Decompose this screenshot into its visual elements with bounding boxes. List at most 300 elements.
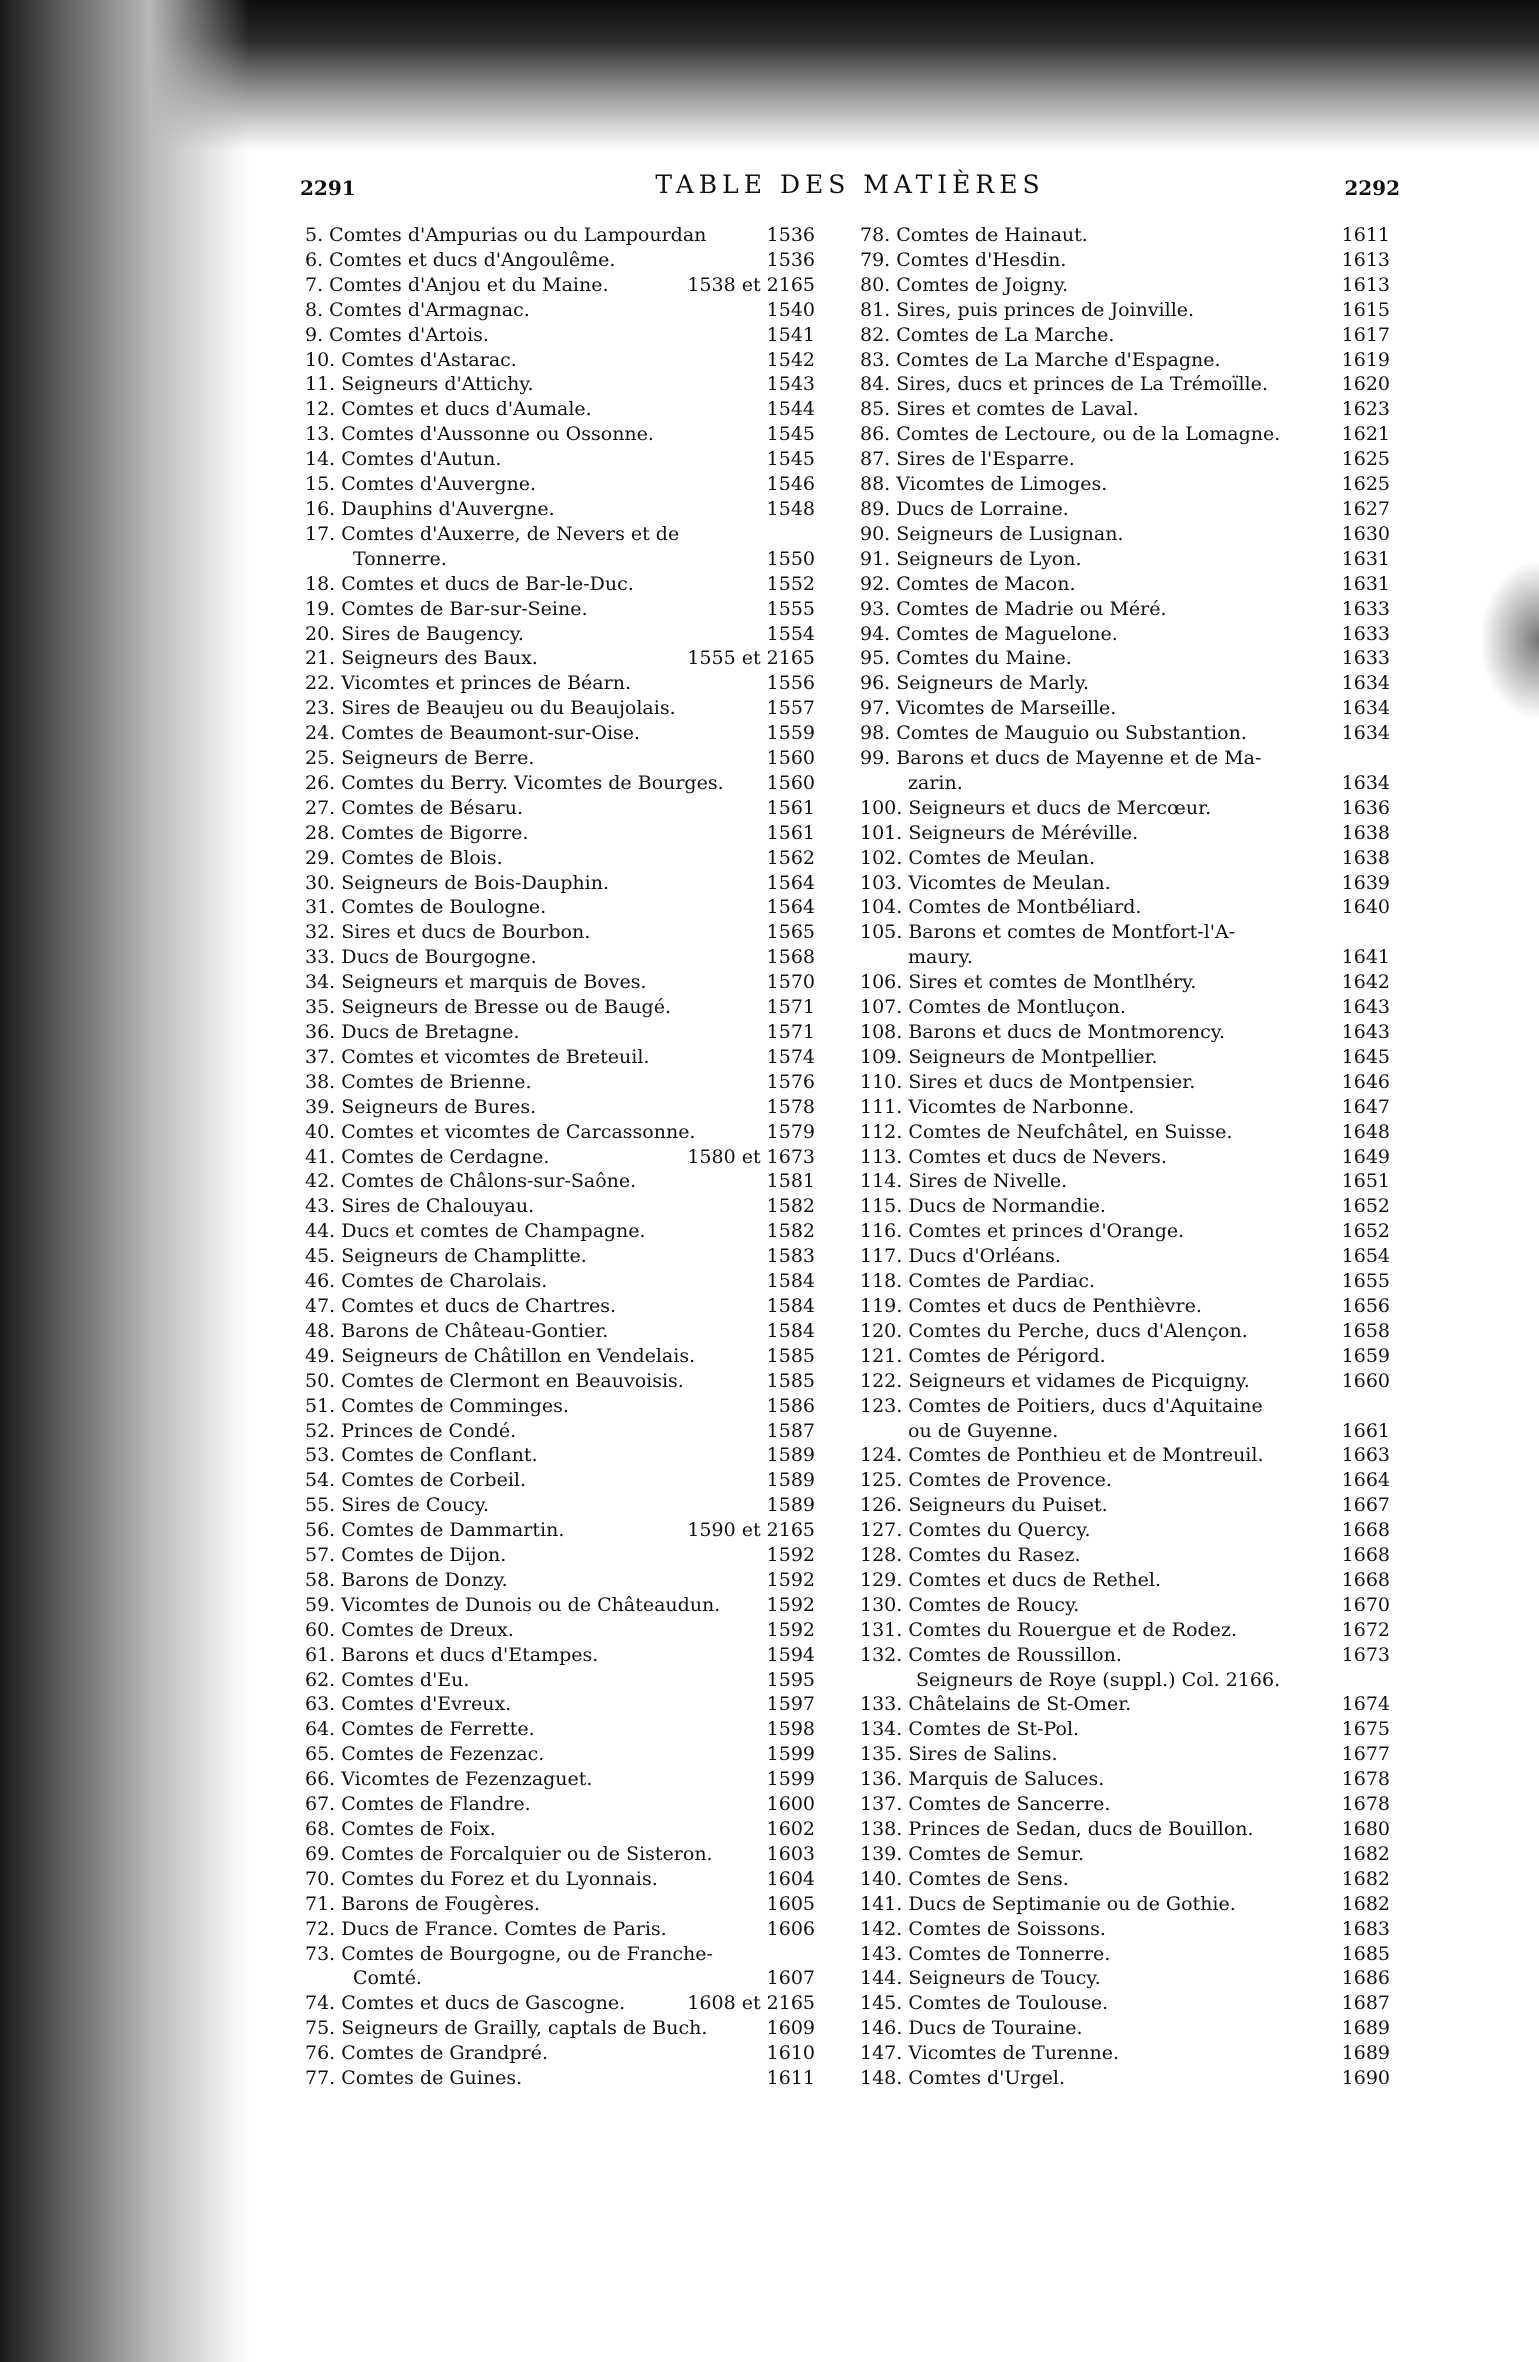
toc-entry-title: 86. Comtes de Lectoure, ou de la Lomagne. [860,423,1281,446]
toc-entry-title: 21. Seigneurs des Baux. [305,647,538,670]
toc-entry-page: 1631 [1341,547,1390,570]
toc-entry [305,1518,815,1543]
toc-entry [305,1468,815,1493]
toc-entry [860,1543,1390,1568]
toc-entry-page: 1543 [766,373,815,396]
toc-entry-title: ou de Guyenne. [908,1419,1059,1442]
toc-entry-title: 40. Comtes et vicomtes de Carcassonne. [305,1120,696,1143]
toc-entry [860,1892,1390,1917]
toc-entry-title: 135. Sires de Salins. [860,1743,1058,1766]
toc-entry-title: 28. Comtes de Bigorre. [305,821,529,844]
toc-entry-page: 1576 [766,1070,815,1093]
toc-entry-page: 1623 [1341,398,1390,421]
toc-entry-page: 1682 [1341,1842,1390,1865]
toc-entry [305,1020,815,1045]
toc-entry-title: 39. Seigneurs de Bures. [305,1095,537,1118]
toc-entry-title: zarin. [908,771,963,794]
toc-entry-title: 101. Seigneurs de Méréville. [860,821,1139,844]
toc-entry-page: 1536 [766,248,815,271]
toc-entry-title: 73. Comtes de Bourgogne, ou de Franche- [305,1942,713,1965]
scan-shadow-left [0,0,260,2362]
toc-entry-title: 34. Seigneurs et marquis de Boves. [305,971,647,994]
toc-entry [305,821,815,846]
toc-entry-page: 1615 [1341,298,1390,321]
toc-entry-title: 16. Dauphins d'Auvergne. [305,497,555,520]
toc-entry-page: 1562 [766,846,815,869]
toc-column-left [305,223,815,2091]
toc-entry-title: 17. Comtes d'Auxerre, de Nevers et de [305,522,680,545]
toc-entry-title: 6. Comtes et ducs d'Angoulême. [305,248,616,271]
toc-entry [305,1045,815,1070]
toc-entry-title: 93. Comtes de Madrie ou Méré. [860,597,1167,620]
toc-entry [305,1319,815,1344]
toc-entry-title: 116. Comtes et princes d'Orange. [860,1220,1185,1243]
toc-entry-page: 1656 [1341,1294,1390,1317]
toc-entry [305,1294,815,1319]
toc-entry [860,2066,1390,2091]
toc-entry-title: 140. Comtes de Sens. [860,1867,1069,1890]
toc-entry-title: 36. Ducs de Bretagne. [305,1021,520,1043]
toc-entry-title: 84. Sires, ducs et princes de La Trémoïlle. [860,373,1268,396]
toc-entry-title: Comté. [353,1967,422,1990]
toc-entry-title: 117. Ducs d'Orléans. [860,1245,1061,1268]
toc-entry-page: 1649 [1341,1145,1390,1168]
toc-entry [305,1917,815,1942]
toc-entry-title: 77. Comtes de Guines. [305,2067,523,2090]
toc-entry-title: 92. Comtes de Macon. [860,572,1076,595]
toc-entry [860,970,1390,995]
toc-entry-page: 1621 [1341,423,1390,446]
toc-entry [860,572,1390,597]
toc-entry [305,223,815,248]
toc-entry [305,1145,815,1170]
toc-entry-page: 1560 [766,747,815,770]
toc-entry [860,248,1390,273]
toc-entry-title: 100. Seigneurs et ducs de Mercœur. [860,796,1212,819]
toc-entry-title: 148. Comtes d'Urgel. [860,2067,1066,2090]
toc-entry-title: 26. Comtes du Berry. Vicomtes de Bourges. [305,771,724,794]
toc-entry-page: 1582 [766,1220,815,1243]
toc-entry-title: 68. Comtes de Foix. [305,1818,496,1840]
toc-entry-title: 137. Comtes de Sancerre. [860,1793,1111,1816]
toc-entry-page: 1538 et 2165 [687,273,815,296]
toc-entry-page: 1640 [1341,896,1390,919]
toc-entry [860,497,1390,522]
toc-entry-page: 1541 [766,323,815,346]
toc-entry [305,248,815,273]
toc-entry-page: 1545 [766,448,815,471]
toc-entry-page: 1560 [766,771,815,794]
toc-entry-page: 1634 [1341,697,1390,720]
toc-entry-page: 1674 [1341,1693,1390,1716]
toc-entry-title: 62. Comtes d'Eu. [305,1668,470,1691]
toc-entry-page: 1670 [1341,1593,1390,1616]
toc-entry [860,273,1390,298]
toc-entry-page: 1639 [1341,871,1390,894]
toc-entry-title: 106. Sires et comtes de Montlhéry. [860,971,1197,994]
toc-entry [305,597,815,622]
toc-entry-page: 1542 [766,348,815,371]
toc-entry-page: 1584 [766,1270,815,1293]
toc-entry-title: 70. Comtes du Forez et du Lyonnais. [305,1867,658,1890]
toc-entry-title: 145. Comtes de Toulouse. [860,1992,1109,2015]
toc-entry [860,1717,1390,1742]
toc-entry-title: 23. Sires de Beaujeu ou du Beaujolais. [305,697,676,720]
toc-entry [860,1070,1390,1095]
toc-entry-page: 1613 [1341,273,1390,296]
toc-entry-title: 47. Comtes et ducs de Chartres. [305,1294,617,1317]
toc-entry-title: 9. Comtes d'Artois. [305,323,489,346]
toc-entry-page: 1561 [766,821,815,844]
toc-entry-title: Seigneurs de Roye (suppl.) Col. 2166. [916,1668,1281,1691]
toc-entry-page: 1690 [1341,2067,1390,2090]
toc-entry [305,1643,815,1668]
toc-entry-title: 22. Vicomtes et princes de Béarn. [305,672,631,695]
toc-entry-title: 41. Comtes de Cerdagne. [305,1145,550,1168]
toc-entry-page: 1668 [1341,1568,1390,1591]
toc-entry-page: 1589 [766,1494,815,1517]
toc-entry-title: 128. Comtes du Rasez. [860,1544,1081,1567]
toc-entry-title: 67. Comtes de Flandre. [305,1793,531,1816]
toc-entry [305,1817,815,1842]
toc-entry-title: 79. Comtes d'Hesdin. [860,248,1067,271]
toc-entry-title: 29. Comtes de Blois. [305,846,503,869]
toc-entry-title: 14. Comtes d'Autun. [305,448,502,471]
toc-entry-page: 1652 [1341,1220,1390,1243]
toc-entry-page: 1685 [1341,1942,1390,1965]
toc-entry [305,1244,815,1269]
toc-entry [860,1942,1390,1967]
toc-entry-page: 1687 [1341,1992,1390,2015]
toc-entry-page: 1611 [766,2067,815,2090]
toc-entry-title: 13. Comtes d'Aussonne ou Ossonne. [305,423,654,446]
toc-entry [860,1493,1390,1518]
toc-entry-page: 1544 [766,398,815,421]
toc-entry-page: 1689 [1341,2042,1390,2065]
toc-entry-title: 123. Comtes de Poitiers, ducs d'Aquitaine [860,1394,1263,1417]
toc-entry [860,1842,1390,1867]
toc-entry-page: 1642 [1341,971,1390,994]
toc-entry-title: 110. Sires et ducs de Montpensier. [860,1070,1196,1093]
toc-entry [860,522,1390,547]
toc-entry [305,1219,815,1244]
toc-entry-title: 54. Comtes de Corbeil. [305,1469,527,1492]
toc-entry-title: maury. [908,946,973,969]
toc-entry-title: 31. Comtes de Boulogne. [305,896,547,919]
toc-entry [305,1269,815,1294]
toc-entry [860,1867,1390,1892]
page-number-right: 2292 [1344,176,1400,200]
toc-entry-title: 124. Comtes de Ponthieu et de Montreuil. [860,1444,1264,1467]
toc-entry-title: 132. Comtes de Roussillon. [860,1643,1122,1666]
toc-entry-title: 80. Comtes de Joigny. [860,273,1069,296]
toc-entry-page: 1582 [766,1195,815,1218]
toc-entry-title: 97. Vicomtes de Marseille. [860,697,1117,720]
page-number-left: 2291 [300,176,356,200]
toc-entry-page: 1633 [1341,622,1390,645]
toc-entry-page: 1689 [1341,2017,1390,2040]
toc-entry-title: 63. Comtes d'Evreux. [305,1693,512,1716]
toc-entry [305,646,815,671]
toc-entry [860,1095,1390,1120]
toc-entry-page: 1602 [766,1818,815,1840]
toc-entry-title: 125. Comtes de Provence. [860,1469,1112,1492]
toc-entry-title: 126. Seigneurs du Puiset. [860,1494,1108,1517]
toc-entry-title: 121. Comtes de Périgord. [860,1344,1106,1367]
toc-entry [860,1817,1390,1842]
toc-entry [860,397,1390,422]
toc-entry [860,1593,1390,1618]
toc-entry-page: 1634 [1341,722,1390,745]
toc-entry-page: 1592 [766,1568,815,1591]
toc-entry [305,447,815,472]
toc-entry [860,1518,1390,1543]
toc-entry [860,721,1390,746]
toc-entry [305,1942,815,1967]
toc-entry-title: 104. Comtes de Montbéliard. [860,896,1142,919]
toc-entry [305,497,815,522]
toc-entry-title: 44. Ducs et comtes de Champagne. [305,1220,646,1243]
toc-entry-title: 57. Comtes de Dijon. [305,1544,507,1567]
toc-entry-page: 1579 [766,1120,815,1143]
toc-entry-page: 1648 [1341,1120,1390,1143]
toc-entry [860,1419,1390,1444]
toc-entry-title: 33. Ducs de Bourgogne. [305,946,537,969]
toc-entry-title: 24. Comtes de Beaumont-sur-Oise. [305,722,641,745]
toc-entry [860,1643,1390,1668]
toc-entry-title: 35. Seigneurs de Bresse ou de Baugé. [305,996,672,1019]
toc-entry [305,995,815,1020]
toc-entry [860,671,1390,696]
toc-entry-title: 45. Seigneurs de Champlitte. [305,1245,587,1268]
toc-entry-title: 108. Barons et ducs de Montmorency. [860,1021,1226,1043]
toc-entry [860,1045,1390,1070]
toc-entry-title: 66. Vicomtes de Fezenzaguet. [305,1768,593,1791]
toc-entry-title: 130. Comtes de Roucy. [860,1593,1080,1616]
toc-entry [860,1443,1390,1468]
toc-entry [305,1394,815,1419]
toc-entry-title: 65. Comtes de Fezenzac. [305,1743,545,1766]
toc-entry-title: 59. Vicomtes de Dunois ou de Châteaudun. [305,1593,721,1616]
toc-entry [860,2041,1390,2066]
toc-entry-title: 105. Barons et comtes de Montfort-l'A- [860,921,1236,944]
toc-entry-page: 1654 [1341,1245,1390,1268]
toc-entry-page: 1630 [1341,522,1390,545]
toc-entry [860,1917,1390,1942]
toc-entry-title: 131. Comtes du Rouergue et de Rodez. [860,1618,1238,1641]
toc-entry-page: 1571 [766,1021,815,1043]
toc-entry-page: 1584 [766,1319,815,1342]
toc-entry-title: 8. Comtes d'Armagnac. [305,298,530,321]
toc-entry-page: 1578 [766,1095,815,1118]
toc-entry [305,1842,815,1867]
toc-entry-title: 90. Seigneurs de Lusignan. [860,522,1124,545]
toc-entry-page: 1599 [766,1768,815,1791]
toc-entry-page: 1638 [1341,846,1390,869]
toc-entry-page: 1585 [766,1369,815,1392]
toc-entry [305,2016,815,2041]
toc-entry-page: 1668 [1341,1519,1390,1542]
toc-entry-page: 1600 [766,1793,815,1816]
toc-entry-title: 32. Sires et ducs de Bourbon. [305,921,591,944]
toc-entry-title: 99. Barons et ducs de Mayenne et de Ma- [860,747,1262,770]
toc-entry [860,1767,1390,1792]
toc-entry-title: 55. Sires de Coucy. [305,1494,490,1517]
toc-entry [305,547,815,572]
toc-entry-page: 1634 [1341,771,1390,794]
toc-entry-title: 102. Comtes de Meulan. [860,846,1096,869]
toc-entry [860,1020,1390,1045]
toc-entry [860,771,1390,796]
toc-entry [305,1618,815,1643]
toc-entry-page: 1611 [1341,224,1390,246]
toc-entry-page: 1668 [1341,1544,1390,1567]
toc-entry-page: 1552 [766,572,815,595]
toc-entry [860,920,1390,945]
toc-entry-title: 133. Châtelains de St-Omer. [860,1693,1132,1716]
toc-entry [860,746,1390,771]
toc-entry-title: 18. Comtes et ducs de Bar-le-Duc. [305,572,634,595]
toc-entry [860,1369,1390,1394]
toc-entry-title: 85. Sires et comtes de Laval. [860,398,1139,421]
toc-entry-page: 1555 [766,597,815,620]
toc-entry-page: 1631 [1341,572,1390,595]
page-title: TABLE DES MATIÈRES [655,170,1045,199]
toc-entry-page: 1664 [1341,1469,1390,1492]
toc-entry-page: 1625 [1341,473,1390,496]
toc-entry [860,348,1390,373]
toc-entry-title: 119. Comtes et ducs de Penthièvre. [860,1294,1202,1317]
toc-entry [305,1070,815,1095]
toc-entry-title: 142. Comtes de Soissons. [860,1917,1106,1940]
toc-entry-page: 1678 [1341,1768,1390,1791]
toc-entry [860,1742,1390,1767]
toc-entry-page: 1585 [766,1344,815,1367]
toc-entry [305,1194,815,1219]
toc-entry-page: 1638 [1341,821,1390,844]
toc-entry [305,1120,815,1145]
toc-entry [305,323,815,348]
toc-entry [305,1593,815,1618]
toc-entry-title: 144. Seigneurs de Toucy. [860,1967,1101,1990]
toc-entry-title: 56. Comtes de Dammartin. [305,1519,565,1542]
toc-entry [860,945,1390,970]
toc-entry-title: 89. Ducs de Lorraine. [860,497,1069,520]
toc-entry [305,1991,815,2016]
toc-entry [305,1493,815,1518]
toc-entry-title: 147. Vicomtes de Turenne. [860,2042,1120,2065]
toc-column-right [860,223,1390,2091]
toc-entry [305,422,815,447]
toc-entry-page: 1619 [1341,348,1390,371]
toc-entry-title: 82. Comtes de La Marche. [860,323,1115,346]
toc-entry-title: 50. Comtes de Clermont en Beauvoisis. [305,1369,684,1392]
toc-entry-page: 1581 [766,1170,815,1193]
toc-entry [305,771,815,796]
toc-entry-page: 1598 [766,1718,815,1741]
toc-entry-page: 1609 [766,2017,815,2040]
toc-entry [860,1169,1390,1194]
toc-entry-page: 1565 [766,921,815,944]
toc-entry-page: 1580 et 1673 [687,1145,815,1168]
toc-entry [305,1668,815,1693]
toc-entry-page: 1680 [1341,1818,1390,1840]
toc-entry-page: 1555 et 2165 [687,647,815,670]
toc-entry-page: 1548 [766,497,815,520]
toc-entry-title: 88. Vicomtes de Limoges. [860,473,1108,496]
toc-entry-page: 1667 [1341,1494,1390,1517]
toc-entry-title: 7. Comtes d'Anjou et du Maine. [305,273,609,296]
toc-entry [860,372,1390,397]
toc-entry [860,1120,1390,1145]
toc-entry-page: 1559 [766,722,815,745]
toc-entry-title: 120. Comtes du Perche, ducs d'Alençon. [860,1319,1248,1342]
toc-entry-title: 109. Seigneurs de Montpellier. [860,1045,1158,1068]
toc-entry-page: 1592 [766,1544,815,1567]
toc-entry-title: 94. Comtes de Maguelone. [860,622,1118,645]
toc-entry-title: 113. Comtes et ducs de Nevers. [860,1145,1167,1168]
toc-entry-page: 1603 [766,1842,815,1865]
toc-entry-title: 20. Sires de Baugency. [305,622,524,645]
toc-entry [860,1792,1390,1817]
toc-entry [860,895,1390,920]
toc-entry-page: 1557 [766,697,815,720]
toc-entry [860,323,1390,348]
toc-entry [305,1867,815,1892]
toc-entry-page: 1545 [766,423,815,446]
toc-entry-page: 1633 [1341,597,1390,620]
toc-entry-title: 76. Comtes de Grandpré. [305,2042,548,2065]
toc-entry [860,1966,1390,1991]
toc-entry-page: 1643 [1341,996,1390,1019]
toc-entry-title: 10. Comtes d'Astarac. [305,348,517,371]
toc-entry-page: 1660 [1341,1369,1390,1392]
toc-entry-title: 71. Barons de Fougères. [305,1892,540,1915]
toc-entry-page: 1587 [766,1419,815,1442]
toc-entry-title: 58. Barons de Donzy. [305,1568,508,1591]
toc-entry-page: 1595 [766,1668,815,1691]
toc-entry-title: 98. Comtes de Mauguio ou Substantion. [860,722,1247,745]
toc-entry [860,2016,1390,2041]
toc-entry [305,472,815,497]
toc-entry-page: 1647 [1341,1095,1390,1118]
toc-entry [860,622,1390,647]
toc-entry-title: 112. Comtes de Neufchâtel, en Suisse. [860,1120,1233,1143]
toc-entry-title: 43. Sires de Chalouyau. [305,1195,535,1218]
toc-entry [860,821,1390,846]
toc-entry-title: 78. Comtes de Hainaut. [860,224,1088,246]
toc-entry-page: 1610 [766,2042,815,2065]
toc-entry [305,348,815,373]
toc-entry-title: 46. Comtes de Charolais. [305,1270,548,1293]
toc-entry-page: 1663 [1341,1444,1390,1467]
toc-entry-title: 53. Comtes de Conflant. [305,1444,538,1467]
toc-entry-page: 1673 [1341,1643,1390,1666]
toc-entry-page: 1589 [766,1469,815,1492]
toc-entry-page: 1677 [1341,1743,1390,1766]
toc-entry [860,1568,1390,1593]
toc-entry-title: Tonnerre. [353,547,447,570]
toc-entry-page: 1672 [1341,1618,1390,1641]
toc-entry [860,871,1390,896]
toc-entry [305,920,815,945]
toc-entry-title: 12. Comtes et ducs d'Aumale. [305,398,592,421]
toc-entry-page: 1536 [766,224,815,246]
toc-entry [860,646,1390,671]
toc-entry [305,895,815,920]
toc-entry [860,846,1390,871]
toc-entry-title: 96. Seigneurs de Marly. [860,672,1089,695]
